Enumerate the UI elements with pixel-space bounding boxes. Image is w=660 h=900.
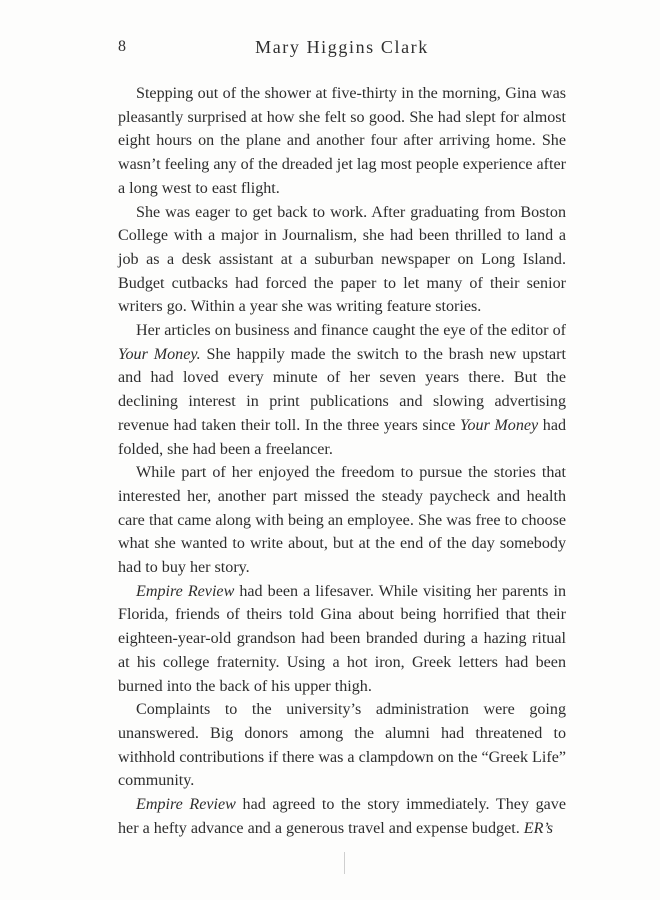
text-segment: Stepping out of the shower at five-thirty in the morning, Gina was pleasantly surprised at how she felt so good. She had slept for almost eight hours on the plane and another four after arriving home. She wasn’t feeling any of the dreaded jet lag most people experience after a long west to east flight.: [118, 85, 566, 197]
page-number: 8: [118, 38, 127, 55]
text-segment: had been a lifesaver. While visiting her parents in Florida, friends of theirs told Gina about being horrified that their eighteen-year-old grandson had been branded during a hazing ritual at his college fraternity. Using a hot iron, Greek letters had been burned into the back of his upper thigh.: [118, 582, 566, 695]
text-segment: Her articles on business and finance caught the eye of the editor of: [136, 322, 566, 340]
paragraph: [118, 580, 566, 699]
text-segment: had folded, she had been a freelancer.: [118, 416, 567, 458]
italic-title: Your Money.: [118, 345, 201, 363]
italic-title: Your Money: [460, 416, 539, 434]
paragraph: [118, 82, 566, 201]
paragraph: [118, 793, 566, 840]
italic-title: ER’s: [523, 819, 553, 837]
text-segment: She happily made the switch to the brash new upstart and had loved every minute of her seven years there. But the declining interest in print publications and slowing advertising revenue had taken their toll. In the three years since: [118, 345, 566, 434]
text-segment: She was eager to get back to work. After graduating from Boston College with a major in Journalism, she had been thrilled to land a job as a desk assistant at a suburban newspaper on Long Island. Budget cutbacks had forced the paper to let many of their senior writers go. Within a year she was writing feature stories.: [118, 203, 566, 316]
text-segment: had agreed to the story immediately. They gave her a hefty advance and a generous travel and expense budget.: [118, 796, 566, 837]
italic-title: Empire Review: [136, 796, 236, 814]
body-text: [118, 82, 566, 841]
paragraph: [118, 461, 566, 580]
paragraph: [118, 319, 566, 461]
text-segment: While part of her enjoyed the freedom to pursue the stories that interested her, another part missed the steady paycheck and health care that came along with being an employee. She was free to choose what she wanted to write about, but at the end of the day somebody had to buy her story.: [118, 464, 566, 577]
gutter-mark: [344, 852, 345, 874]
paragraph: [118, 698, 566, 793]
running-head: Mary Higgins Clark: [255, 37, 429, 57]
page-header: [118, 38, 566, 66]
paragraph: [118, 201, 566, 320]
text-segment: Complaints to the university’s administration were going unanswered. Big donors among the alumni had threatened to withhold contributions if there was a clampdown on the “Greek Life” community.: [118, 701, 566, 790]
italic-title: Empire Review: [136, 582, 235, 600]
